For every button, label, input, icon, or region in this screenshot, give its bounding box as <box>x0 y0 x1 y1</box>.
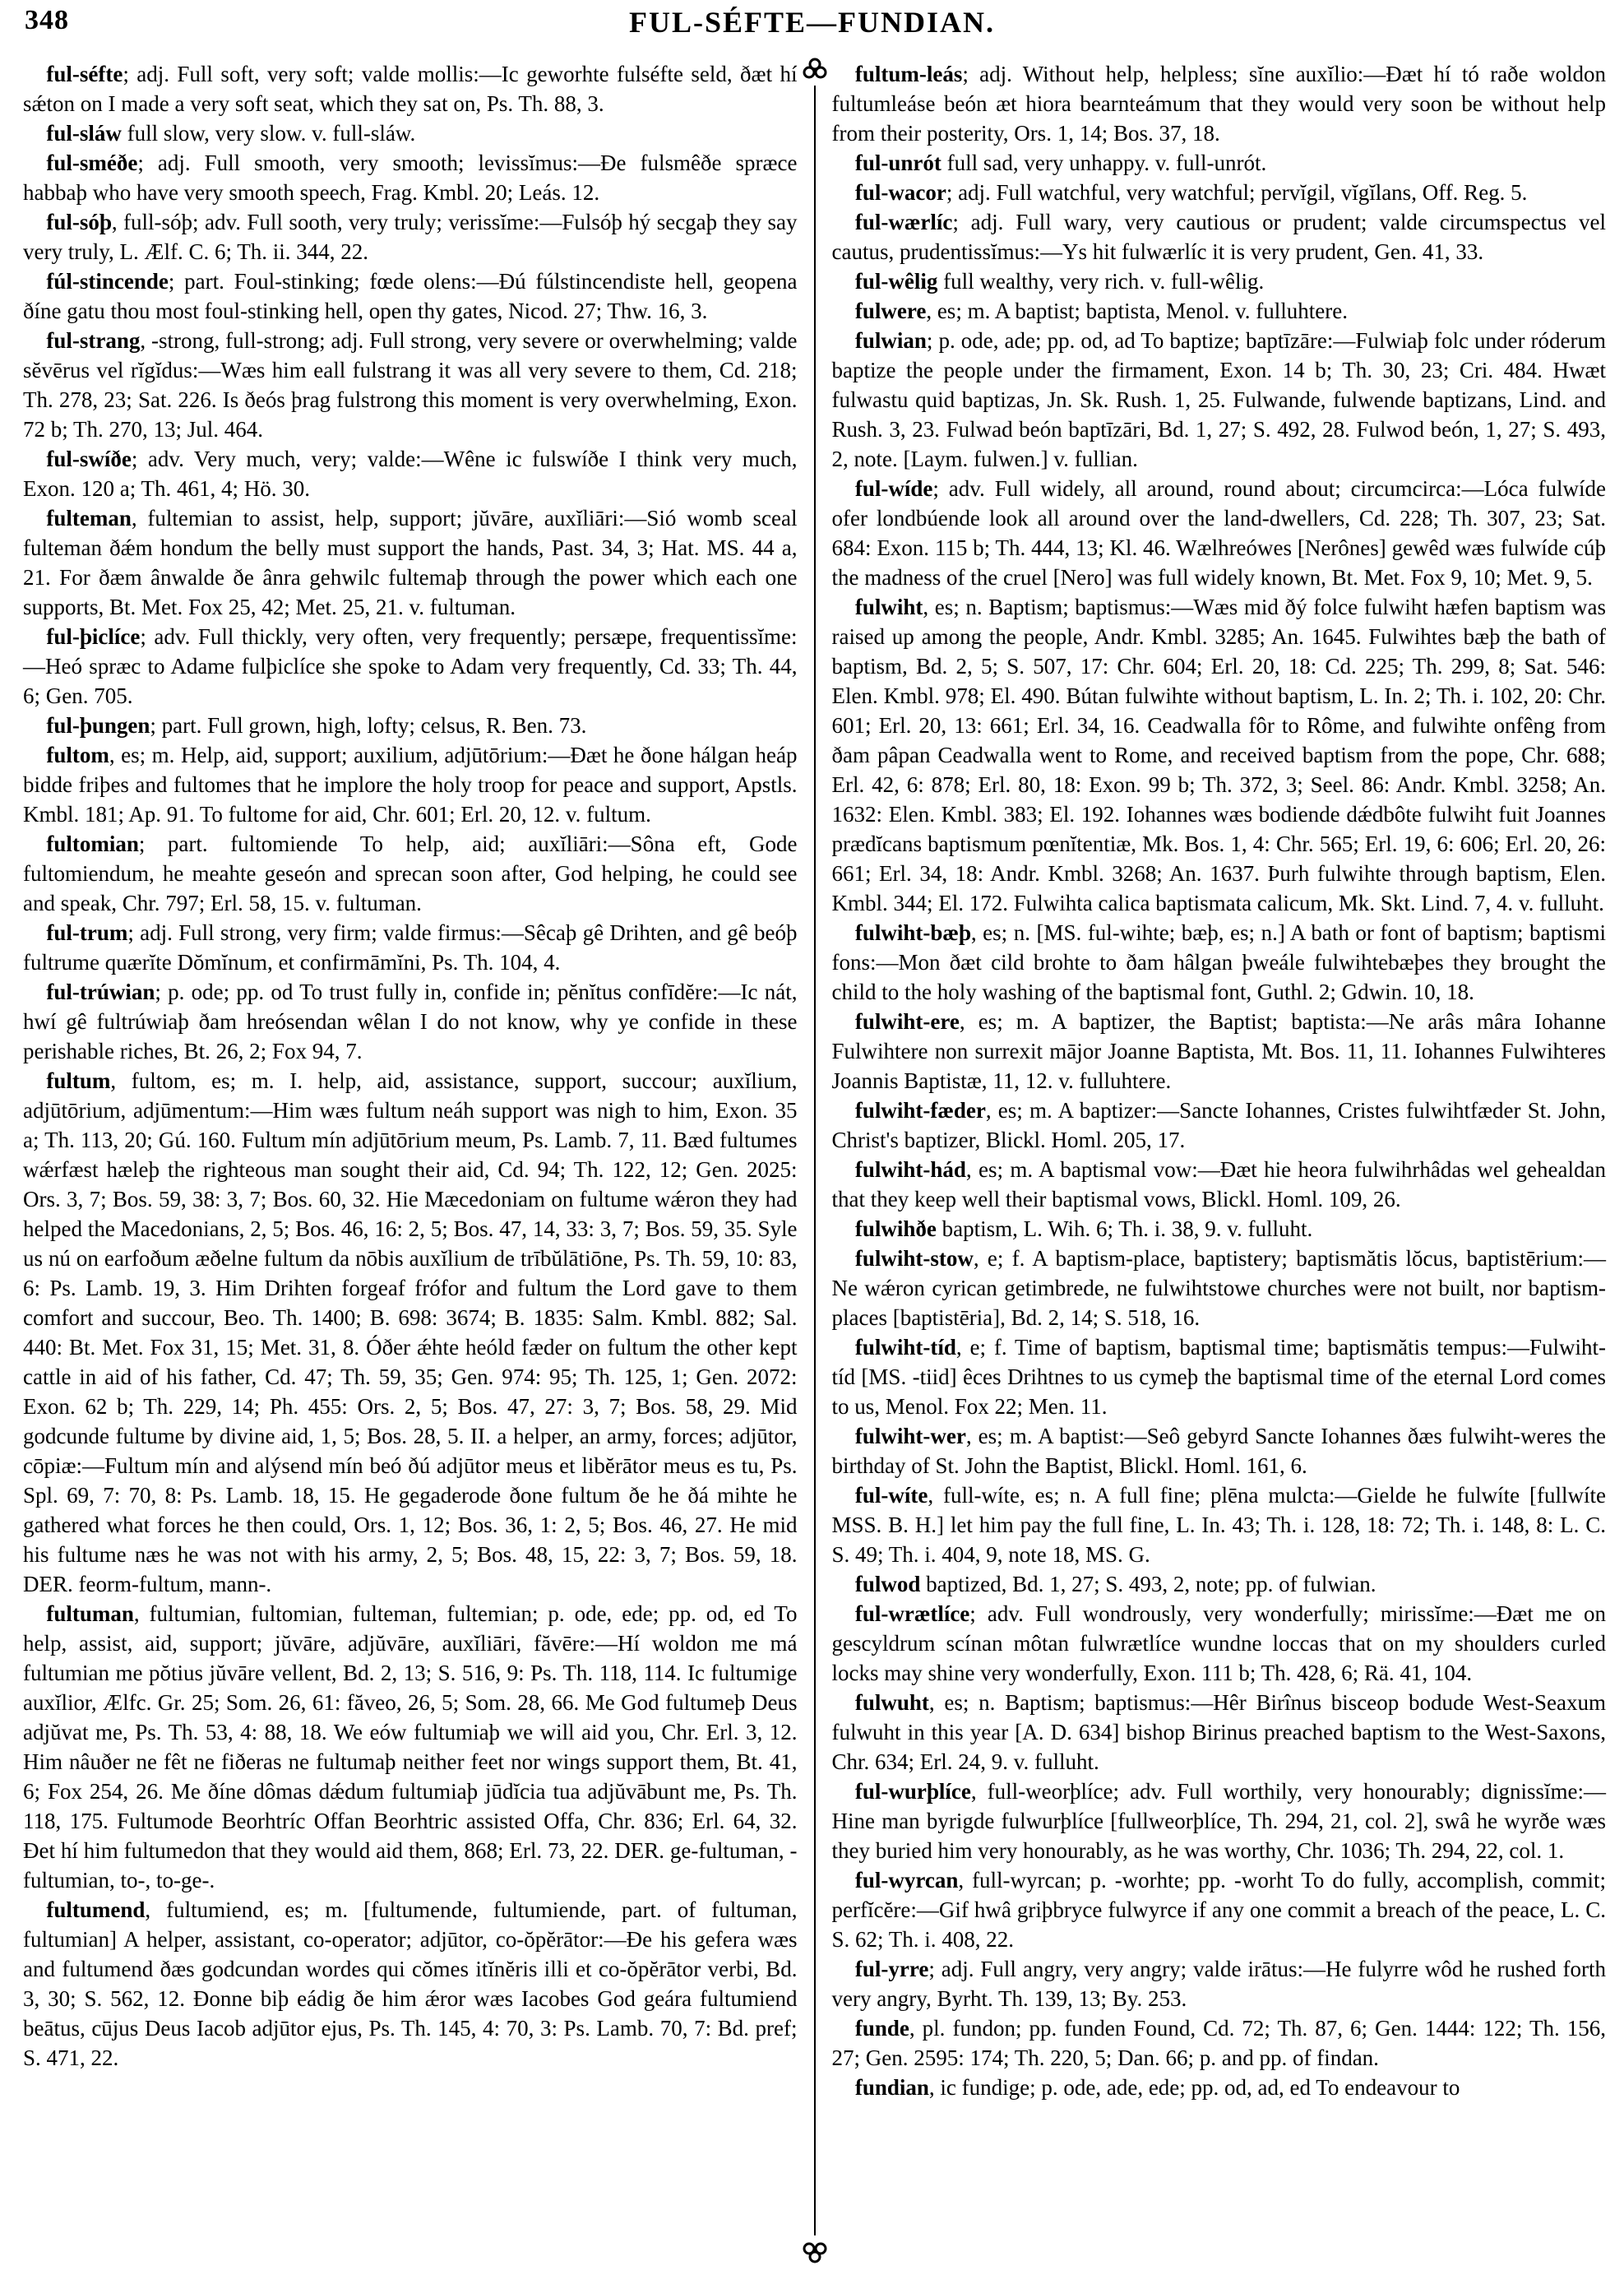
entry-headword: fultuman <box>46 1601 134 1626</box>
column-divider-rule <box>814 67 816 2257</box>
entry-headword: ful-wærlíc <box>854 210 953 234</box>
dictionary-entry <box>832 1569 1607 1599</box>
entry-headword: fulwere <box>854 299 927 323</box>
right-column <box>816 59 1607 2257</box>
entry-headword: fulwiht-tíd <box>854 1335 956 1360</box>
entry-headword: fúl-stincende <box>46 269 169 294</box>
dictionary-entry <box>832 1155 1607 1214</box>
left-column <box>23 59 814 2257</box>
dictionary-entry <box>23 1599 798 1895</box>
entry-body: ; adv. Very much, very; valde:—Wêne ic fulswíðe I think very much, Exon. 120 a; Th. 461, 4; Hö. 30. <box>23 447 798 501</box>
entry-body: , fultumiend, es; m. [fultumende, fultumiende, part. of fultuman, fultumian] A helper, assistant, co-operator; adjūtor, co-ŏpĕrātor:—Ðe his gefera wæs and fultumend ðæs godcundan wordes qui cŏmes itĭnĕris illi et co-ŏpĕrātor verbi, Bd. 3, 30; S. 562, 12. Ðonne biþ eádig ðe him ǽror wæs Iacobes God geára fultumiend beātus, cūjus Deus Iacob adjūtor ejus, Ps. Th. 145, 4: 70, 3: Ps. Lamb. 70, 7: Bd. pref; S. 471, 22. <box>23 1897 798 2070</box>
entry-headword: ful-sóþ <box>46 210 112 234</box>
entry-headword: ful-þungen <box>46 713 150 738</box>
entry-headword: fultum <box>46 1068 111 1093</box>
entry-body: , es; m. A baptizer:—Sancte Iohannes, Cristes fulwihtfæder St. John, Christ's baptizer, Blickl. Homl. 205, 17. <box>831 1098 1606 1152</box>
entry-body: ; adv. Full thickly, very often, very frequently; persæpe, frequentissĭme:—Heó spræc to Adame fulþiclíce she spoke to Adam very frequently, Cd. 33; Th. 44, 6; Gen. 705. <box>23 624 798 708</box>
entry-body: ; adj. Without help, helpless; sĭne auxĭlio:—Ðæt hí tó raðe woldon fultumleáse beón æt hiora bearnteámum that they would very soon be without help from their posterity, Ors. 1, 14; Bos. 37, 18. <box>831 62 1606 146</box>
dictionary-entry <box>23 622 798 711</box>
dictionary-entry <box>832 1421 1607 1480</box>
entry-body: ; adj. Full wary, very cautious or prudent; valde circumspectus vel cautus, prudentissĭmus:—Ys hit fulwærlíc it is very prudent, Gen. 41, 33. <box>831 210 1606 264</box>
entry-headword: ful-wrætlíce <box>854 1601 970 1626</box>
entry-body: full wealthy, very rich. v. full-wêlig. <box>937 269 1265 294</box>
entry-body: , es; n. [MS. ful-wihte; bæþ, es; n.] A bath or font of baptism; baptismi fons:—Mon ðæt cild brohte to ðam hâlgan þweále fulwihtebæþes they brought the child to the holy washing of the baptismal font, Guthl. 2; Gdwin. 10, 18. <box>831 920 1606 1004</box>
entry-body: , es; m. A baptizer, the Baptist; baptista:—Ne arâs mâra Iohanne Fulwihtere non surrexit mājor Joanne Baptista, Mt. Bos. 11, 11. Iohannes Fulwihteres Joannis Baptistæ, 11, 12. v. fulluhtere. <box>831 1009 1606 1093</box>
entry-body: ; adj. Full angry, very angry; valde irātus:—He fulyrre wôd he rushed forth very angry, Byrht. Th. 139, 13; By. 253. <box>831 1957 1606 2011</box>
entry-body: ; p. ode; pp. od To trust fully in, confide in; pĕnĭtus confīdĕre:—Ic nát, hwí gê fultrúwiaþ ðam hreósendan wêlan I do not know, why ye confide in these perishable riches, Bt. 26, 2; Fox 94, 7. <box>23 980 798 1063</box>
entry-headword: fultumend <box>46 1897 146 1922</box>
trefoil-ornament-icon <box>800 56 830 86</box>
dictionary-entry <box>832 1954 1607 2013</box>
entry-headword: fultom <box>46 743 109 767</box>
dictionary-entry <box>832 592 1607 918</box>
entry-headword: fulwod <box>854 1572 921 1596</box>
dictionary-entry <box>832 207 1607 266</box>
entry-headword: ful-wyrcan <box>854 1868 959 1892</box>
entry-body: ; adj. Full watchful, very watchful; pervĭgil, vĭgĭlans, Off. Reg. 5. <box>946 180 1528 205</box>
entry-body: ; adj. Full smooth, very smooth; levissĭmus:—Ðe fulsmêðe spræce habbaþ who have very smooth speech, Frag. Kmbl. 20; Leás. 12. <box>23 151 798 205</box>
entry-body: ; p. ode, ade; pp. od, ad To baptize; baptīzāre:—Fulwiaþ folc under róderum baptize the people under the firmament, Exon. 14 b; Th. 30, 23; Cri. 484. Hwæt fulwastu quid baptizas, Jn. Sk. Rush. 1, 25. Fulwande, fulwende baptizans, Lind. and Rush. 3, 23. Fulwad beón baptīzāri, Bd. 1, 27; S. 492, 28. Fulwod beón, 1, 27; S. 493, 2, note. [Laym. fulwen.] v. fullian. <box>831 328 1606 471</box>
dictionary-entry <box>832 2013 1607 2073</box>
entry-headword: fulwuht <box>854 1690 929 1715</box>
entry-body: ; part. Foul-stinking; fœde olens:—Ðú fúlstincendiste hell, geopena ðíne gatu thou most foul-stinking hell, open thy gates, Nicod. 27; Thw. 16, 3. <box>23 269 798 323</box>
entry-body: full sad, very unhappy. v. full-unrót. <box>941 151 1267 175</box>
entry-headword: ful-trúwian <box>46 980 155 1004</box>
trefoil-ornament-icon <box>800 2235 830 2265</box>
dictionary-entry <box>832 1332 1607 1421</box>
dictionary-entry <box>832 148 1607 178</box>
dictionary-entry <box>23 1895 798 2073</box>
dictionary-entry <box>832 1599 1607 1688</box>
entry-body: ; part. Full grown, high, lofty; celsus, R. Ben. 73. <box>150 713 587 738</box>
entry-body: ; adj. Full soft, very soft; valde mollis:—Ic geworhte fulséfte seld, ðæt hí sǽton on I made a very soft seat, which they sat on, Ps. Th. 88, 3. <box>23 62 798 116</box>
entry-headword: fulteman <box>46 506 132 530</box>
dictionary-entry <box>832 474 1607 592</box>
entry-headword: fulwiht-fæder <box>854 1098 986 1123</box>
entry-body: baptized, Bd. 1, 27; S. 493, 2, note; pp. of fulwian. <box>920 1572 1376 1596</box>
dictionary-entry <box>23 503 798 622</box>
dictionary-entry <box>832 2073 1607 2102</box>
entry-headword: ful-trum <box>46 920 128 945</box>
entry-headword: fulwiht-ere <box>854 1009 960 1034</box>
entry-body: , es; m. A baptist; baptista, Menol. v. fulluhtere. <box>926 299 1349 323</box>
entry-headword: fulwiht-wer <box>854 1424 966 1448</box>
entry-headword: fultomian <box>46 832 139 856</box>
dictionary-entry <box>23 1066 798 1599</box>
dictionary-entry <box>23 711 798 740</box>
entry-headword: ful-wêlig <box>854 269 938 294</box>
entry-body: , es; n. Baptism; baptismus:—Wæs mid ðý folce fulwiht hæfen baptism was raised up among the people, Andr. Kmbl. 3285; An. 1645. Fulwihtes bæþ the bath of baptism, Bd. 2, 5; S. 507, 17: Chr. 604; Erl. 20, 18: Cd. 225; Th. 299, 8; Sat. 546: Elen. Kmbl. 978; El. 490. Bútan fulwihte without baptism, L. In. 2; Th. i. 102, 20: Chr. 601; Erl. 20, 13: 661; Erl. 34, 16. Ceadwalla fôr to Rôme, and fulwihte onfêng from ðam pâpan Ceadwalla went to Rome, and received baptism from the pope, Chr. 688; Erl. 42, 6: 878; Erl. 80, 18: Exon. 99 b; Th. 372, 3; Seel. 86: Andr. Kmbl. 3258; An. 1632: Elen. Kmbl. 383; El. 192. Iohannes wæs bodiende dǽdbôte fulwiht fuit Joannes prædĭcans baptismum pœnĭtentiæ, Mk. Bos. 1, 4: Chr. 565; Erl. 19, 6: 606; Erl. 20, 26: 661; Erl. 34, 18: Andr. Kmbl. 3268; An. 1637. Þurh fulwihte through baptism, Elen. Kmbl. 344; El. 172. Fulwihta calica baptismata calicum, Mk. Skt. Lind. 7, 4. v. fulluht. <box>831 595 1606 915</box>
entry-body: , e; f. A baptism-place, baptistery; baptismătis lŏcus, baptistērium:—Ne wǽron cyrican getimbrede, ne fulwihtstowe churches were not built, nor baptism-places [baptistēria], Bd. 2, 14; S. 518, 16. <box>831 1246 1606 1330</box>
entry-body: , e; f. Time of baptism, baptismal time; baptismătis tempus:—Fulwiht-tíd [MS. -tiid] êces Drihtnes to us cymeþ the baptismal time of the eternal Lord comes to us, Menol. Fox 22; Men. 11. <box>831 1335 1606 1419</box>
entry-body: ; part. fultomiende To help, aid; auxĭliāri:—Sôna eft, Gode fultomiendum, he meahte geseón and sprecan soon after, God helping, he could see and speak, Chr. 797; Erl. 58, 15. v. fultuman. <box>23 832 798 915</box>
entry-body: , pl. fundon; pp. funden Found, Cd. 72; Th. 87, 6; Gen. 1444: 122; Th. 156, 27; Gen. 2595: 174; Th. 220, 5; Dan. 66; p. and pp. of findan. <box>831 2016 1606 2070</box>
entry-headword: ful-wíte <box>854 1483 928 1508</box>
entry-headword: fulwiht <box>854 595 923 619</box>
dictionary-entry <box>23 148 798 207</box>
dictionary-entry <box>23 118 798 148</box>
entry-body: full slow, very slow. v. full-sláw. <box>121 121 416 146</box>
running-title: FUL-SÉFTE—FUNDIAN. <box>628 6 996 39</box>
entry-headword: ful-sméðe <box>46 151 138 175</box>
dictionary-entry <box>23 918 798 977</box>
entry-body: , full-weorþlíce; adv. Full worthily, very honourably; dignissĭme:—Hine man byrigde fulwurþlíce [fullweorþlíce, Th. 294, 21, col. 2], swâ he wyrðe wæs they buried him very honourably, as he was worthy, Chr. 1036; Th. 294, 22, col. 1. <box>831 1779 1606 1863</box>
entry-headword: fulwiht-hád <box>854 1157 966 1182</box>
entry-headword: funde <box>854 2016 909 2041</box>
entry-headword: ful-unrót <box>854 151 942 175</box>
entry-body: , fultumian, fultomian, fulteman, fultemian; p. ode, ede; pp. od, ed To help, assist, aid, support; jŭvāre, adjŭvāre, auxĭliāri, făvēre:—Hí woldon me má fultumian me pŏtius jŭvāre vellent, Bd. 2, 13; S. 516, 9: Ps. Th. 118, 114. Ic fultumige auxĭlior, Ælfc. Gr. 25; Som. 26, 61: făveo, 26, 5; Som. 28, 66. Me God fultumeþ Deus adjŭvat me, Ps. Th. 53, 4: 88, 18. We eów fultumiaþ we will aid you, Chr. Erl. 3, 12. Him nâuðer ne fêt ne fiðeras ne fultumaþ neither feet nor wings support them, Bt. 41, 6; Fox 254, 26. Me ðíne dômas dǽdum fultumiaþ jūdĭcia tua adjŭvābunt me, Ps. Th. 118, 175. Fultumode Beorhtríc Offan Beorhtric assisted Offa, Chr. 836; Erl. 64, 32. Ðet hí him fultumedon that they would aid them, 868; Erl. 73, 22. DER. ge-fultuman, -fultumian, to-, to-ge-. <box>23 1601 798 1892</box>
entry-headword: ful-þiclíce <box>46 624 141 649</box>
entry-headword: ful-sláw <box>46 121 122 146</box>
dictionary-entry <box>832 1007 1607 1096</box>
entry-headword: ful-strang <box>46 328 141 353</box>
entry-body: ; adj. Full strong, very firm; valde firmus:—Sêcaþ gê Drihten, and gê beóþ fultrume quærĭte Dŏmĭnum, et confirmāmĭni, Ps. Th. 104, 4. <box>23 920 798 975</box>
dictionary-entry <box>23 829 798 918</box>
dictionary-entry <box>832 59 1607 148</box>
dictionary-entry <box>832 266 1607 296</box>
dictionary-entry <box>832 1777 1607 1865</box>
dictionary-entry <box>832 1244 1607 1332</box>
dictionary-entry <box>23 740 798 829</box>
entry-headword: fultum-leás <box>854 62 963 86</box>
entry-headword: ful-swíðe <box>46 447 132 471</box>
entry-headword: ful-wíde <box>854 476 933 501</box>
two-column-text <box>23 59 1606 2257</box>
entry-headword: ful-séfte <box>46 62 123 86</box>
entry-body: , es; m. Help, aid, support; auxilium, adjūtōrium:—Ðæt he ðone hálgan heáp bidde friþes and fultomes that he implore the holy troop for peace and support, Apstls. Kmbl. 181; Ap. 91. To fultome for aid, Chr. 601; Erl. 20, 12. v. fultum. <box>23 743 798 827</box>
dictionary-entry <box>832 1096 1607 1155</box>
entry-body: , es; m. A baptismal vow:—Ðæt hie heora fulwihrhâdas wel gehealdan that they keep well their baptismal vows, Blickl. Homl. 109, 26. <box>831 1157 1606 1211</box>
entry-headword: ful-yrre <box>854 1957 929 1981</box>
dictionary-entry <box>832 1480 1607 1569</box>
dictionary-entry <box>832 178 1607 207</box>
entry-headword: fulwiht-stow <box>854 1246 974 1271</box>
entry-body: , full-wyrcan; p. -worhte; pp. -worht To do fully, accomplish, commit; perfĭcĕre:—Gif hwâ griþbryce fulwyrce if any one commit a breach of the peace, L. C. S. 62; Th. i. 408, 22. <box>831 1868 1606 1952</box>
entry-headword: fulwihðe <box>854 1216 937 1241</box>
dictionary-entry <box>23 59 798 118</box>
entry-body: ; adv. Full widely, all around, round about; circumcirca:—Lóca fulwíde ofer londbúende look all around over the land-dwellers, Cd. 228; Th. 307, 23; Sat. 684: Exon. 115 b; Th. 444, 13; Kl. 46. Wælhreówes [Nerônes] gewêd wæs fulwíde cúþ the madness of the cruel [Nero] was full widely known, Bt. Met. Fox 9, 10; Met. 9, 5. <box>831 476 1606 590</box>
entry-body: , fultom, es; m. I. help, aid, assistance, support, succour; auxĭlium, adjūtōrium, adjūmentum:—Him wæs fultum neáh support was nigh to him, Exon. 35 a; Th. 113, 20; Gú. 160. Fultum mín adjūtōrium meum, Ps. Lamb. 7, 11. Bæd fultumes wǽrfæst hæleþ the righteous man sought their aid, Cd. 94; Th. 122, 12; Gen. 2025: Ors. 3, 7; Bos. 59, 38: 3, 7; Bos. 60, 32. Hie Mæcedoniam on fultume wǽron they had helped the Macedonians, 2, 5; Bos. 46, 16: 2, 5; Bos. 47, 14, 33: 3, 7; Bos. 59, 35. Syle us nú on earfoðum æðelne fultum da nōbis auxĭlium de trībŭlātiōne, Ps. Th. 59, 10: 83, 6: Ps. Lamb. 19, 3. Him Drihten forgeaf frófor and fultum the Lord gave to them comfort and succour, Beo. Th. 1400; B. 698: 3674; B. 1835: Salm. Kmbl. 882; Sal. 440: Bt. Met. Fox 31, 15; Met. 31, 8. Óðer ǽhte heóld fæder on fultum the other kept cattle in aid of his father, Cd. 47; Th. 59, 35; Gen. 974: 95; Th. 125, 1; Gen. 2072: Exon. 62 b; Th. 229, 14; Ph. 455: Ors. 2, 5; Bos. 47, 27: 3, 7; Bos. 58, 29. Mid godcunde fultume by divine aid, 1, 5; Bos. 28, 5. II. a helper, an army, forces; adjūtor, cōpiæ:—Fultum mín and alýsend mín beó ðú adjūtor meus et libĕrātor meus es tu, Ps. Spl. 69, 7: 70, 8: Ps. Lamb. 18, 15. He gegaderode ðone fultum ðe he ðá mihte he gathered what forces he then could, Ors. 1, 12; Bos. 36, 1: 2, 5; Bos. 46, 27. He mid his fultume næs he was not with his army, 2, 5; Bos. 48, 15, 22: 3, 7; Bos. 59, 18. DER. feorm-fultum, mann-. <box>23 1068 798 1596</box>
entry-body: , full-wíte, es; n. A full fine; plēna mulcta:—Gielde he fulwíte [fullwíte MSS. B. H.] let him pay the full fine, L. In. 43; Th. i. 128, 18: 72; Th. i. 148, 8: L. C. S. 49; Th. i. 404, 9, note 18, MS. G. <box>831 1483 1606 1567</box>
dictionary-entry <box>832 918 1607 1007</box>
dictionary-entry <box>832 1688 1607 1777</box>
page-number: 348 <box>25 5 69 35</box>
dictionary-entry <box>23 207 798 266</box>
entry-body: , -strong, full-strong; adj. Full strong, very severe or overwhelming; valde sĕvērus vel rĭgĭdus:—Wæs him eall fulstrang it was all very severe to them, Cd. 218; Th. 278, 23; Sat. 226. Is ðeós þrag fulstrong this moment is very overwhelming, Exon. 72 b; Th. 270, 13; Jul. 464. <box>23 328 798 442</box>
entry-body: , full-sóþ; adv. Full sooth, very truly; verissĭme:—Fulsóþ hý secgaþ they say very truly, L. Ælf. C. 6; Th. ii. 344, 22. <box>23 210 798 264</box>
entry-headword: fulwian <box>854 328 927 353</box>
dictionary-entry <box>23 444 798 503</box>
dictionary-entry <box>832 326 1607 474</box>
entry-headword: ful-wurþlíce <box>854 1779 971 1804</box>
dictionary-entry <box>23 326 798 444</box>
dictionary-entry <box>832 1865 1607 1954</box>
entry-headword: fundian <box>854 2075 929 2100</box>
dictionary-entry <box>23 977 798 1066</box>
dictionary-entry <box>832 1214 1607 1244</box>
entry-body: , es; m. A baptist:—Seô gebyrd Sancte Iohannes ðæs fulwiht-weres the birthday of St. John the Baptist, Blickl. Homl. 161, 6. <box>831 1424 1606 1478</box>
entry-body: , es; n. Baptism; baptismus:—Hêr Birînus bisceop bodude West-Seaxum fulwuht in this year [A. D. 634] bishop Birinus preached baptism to the West-Saxons, Chr. 634; Erl. 24, 9. v. fulluht. <box>831 1690 1606 1774</box>
entry-body: baptism, L. Wih. 6; Th. i. 38, 9. v. fulluht. <box>936 1216 1313 1241</box>
entry-body: , ic fundige; p. ode, ade, ede; pp. od, ad, ed To endeavour to <box>928 2075 1460 2100</box>
entry-headword: ful-wacor <box>854 180 946 205</box>
entry-body: , fultemian to assist, help, support; jŭvāre, auxĭliāri:—Sió womb sceal fulteman ðǽm hondum the belly must support the hands, Past. 34, 3; Hat. MS. 44 a, 21. For ðæm ânwalde ðe ânra gehwilc fultemaþ through the power which each one supports, Bt. Met. Fox 25, 42; Met. 25, 21. v. fultuman. <box>23 506 798 619</box>
entry-headword: fulwiht-bæþ <box>854 920 971 945</box>
dictionary-entry <box>832 296 1607 326</box>
entry-body: ; adv. Full wondrously, very wonderfully; mirissĭme:—Ðæt me on gescyldrum scínan môtan fulwrætlíce wundne loccas that on my shoulders curled locks may shine very wonderfully, Exon. 111 b; Th. 428, 6; Rä. 41, 104. <box>831 1601 1606 1685</box>
dictionary-entry <box>23 266 798 326</box>
